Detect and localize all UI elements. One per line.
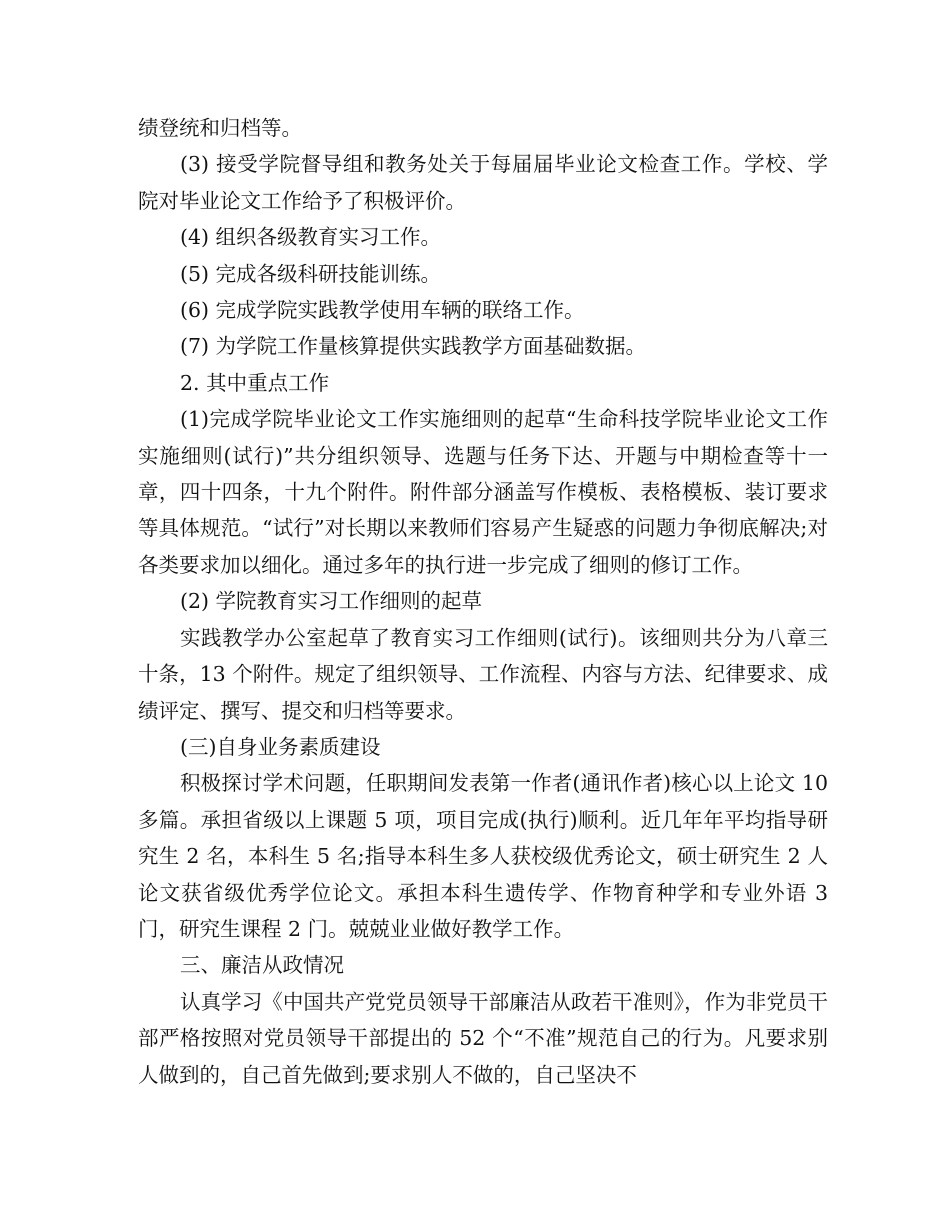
section-heading-key-work: 2. 其中重点工作 [180,370,330,395]
paragraph-item-4: (4) 组织各级教育实习工作。 [180,225,442,250]
paragraph-item-3: (3) 接受学院督导组和教务处关于每届届毕业论文检查工作。学校、学院对毕业论文工作给予了积极评价。 [138,152,828,213]
paragraph-item-6: (6) 完成学院实践教学使用车辆的联络工作。 [180,298,585,323]
section-heading-self-development: (三)自身业务素质建设 [180,734,381,759]
paragraph-item-7: (7) 为学院工作量核算提供实践教学方面基础数据。 [180,334,647,359]
paragraph-key-work-1: (1)完成学院毕业论文工作实施细则的起草“生命科技学院毕业论文工作实施细则(试行)”共分组织领导、选题与任务下达、开题与中期检查等十一章，四十四条，十九个附件。附件部分涵盖写作模板、表格模板、装订要求等具体规范。“试行”对长期以来教师们容易产生疑惑的问题力争彻底解决;对各类要求加以细化。通过多年的执行进一步完成了细则的修订工作。 [138,407,828,577]
paragraph-internship-rules: 实践教学办公室起草了教育实习工作细则(试行)。该细则共分为八章三十条，13 个附件。规定了组织领导、工作流程、内容与方法、纪律要求、成绩评定、撰写、提交和归档等要求。 [138,625,828,723]
paragraph-continuation: 绩登统和归档等。 [138,116,302,140]
document-body [138,110,828,1093]
paragraph-self-development: 积极探讨学术问题，任职期间发表第一作者(通讯作者)核心以上论文 10 多篇。承担省级以上课题 5 项，项目完成(执行)顺利。近几年年平均指导研究生 2 名，本科生 5 名;指导本科生多人获校级优秀论文，硕士研究生 2 人论文获省级优秀学位论文。承担本科生遗传学、作物育种学和专业外语 3 门，研究生课程 2 门。兢兢业业做好教学工作。 [138,771,828,941]
section-heading-integrity: 三、廉洁从政情况 [180,953,344,978]
paragraph-integrity: 认真学习《中国共产党党员领导干部廉洁从政若干准则》，作为非党员干部严格按照对党员领导干部提出的 52 个“不准”规范自己的行为。凡要求别人做到的，自己首先做到;要求别人不做的，自己坚决不 [138,989,828,1087]
subheading-key-work-2: (2) 学院教育实习工作细则的起草 [180,589,483,614]
paragraph-item-5: (5) 完成各级科研技能训练。 [180,261,442,286]
